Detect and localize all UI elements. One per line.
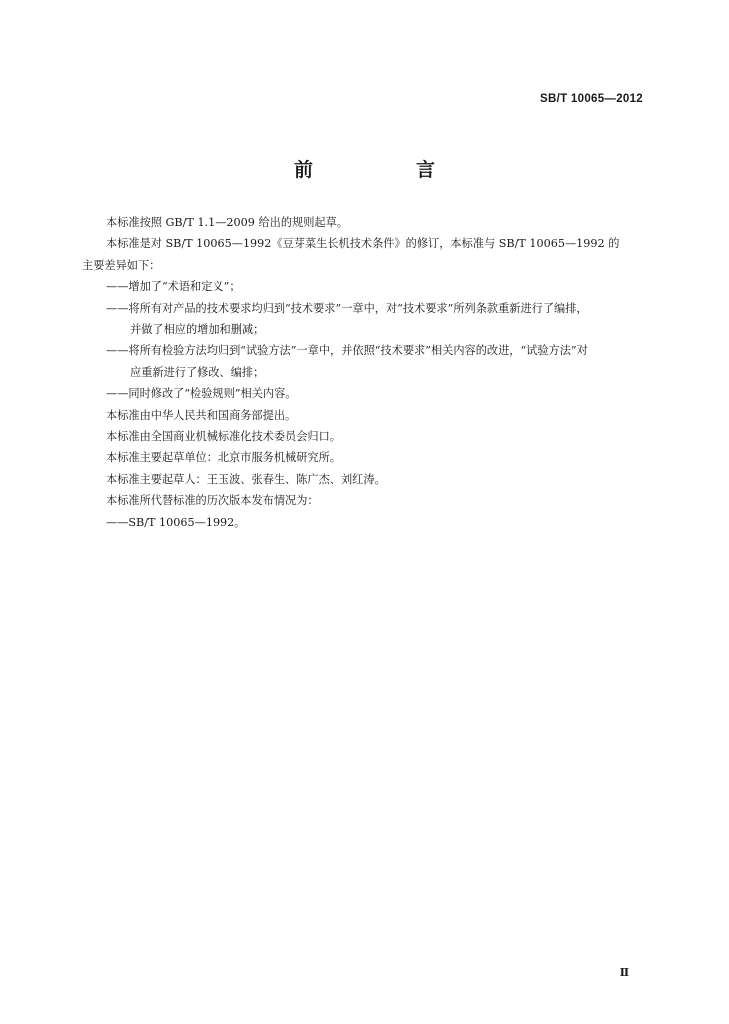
paragraph-drafting-rules: 本标准按照 GB/T 1.1—2009 给出的规则起草。 bbox=[106, 216, 348, 229]
page-title: 前 言 bbox=[293, 159, 477, 181]
page-number: Ⅱ bbox=[619, 966, 629, 979]
paragraph-revision-line1: 本标准是对 SB/T 10065—1992《豆芽菜生长机技术条件》的修订，本标准与 SB/T 10065—1992 的 bbox=[106, 237, 620, 251]
paragraph-drafting-organization: 本标准主要起草单位：北京市服务机械研究所。 bbox=[106, 451, 341, 465]
paragraph-proposed-by: 本标准由中华人民共和国商务部提出。 bbox=[106, 408, 297, 422]
list-item-technical-requirements bbox=[82, 298, 648, 341]
list-item-terms: ——增加了“术语和定义”； bbox=[106, 280, 241, 294]
paragraph-revision-line2: 主要差异如下： bbox=[82, 258, 161, 272]
list-item-technical-requirements-line2: 并做了相应的增加和删减； bbox=[130, 323, 265, 337]
list-item-test-methods-line2: 应重新进行了修改、编排； bbox=[130, 365, 265, 379]
paragraph-drafters: 本标准主要起草人：王玉波、张春生、陈广杰、刘红涛。 bbox=[106, 472, 386, 486]
list-item-technical-requirements-line1: ——将所有对产品的技术要求均归到“技术要求”一章中，对“技术要求”所列条款重新进行了编排， bbox=[106, 301, 588, 315]
list-item-test-methods-line1: ——将所有检验方法均归到“试验方法”一章中，并依照“技术要求”相关内容的改进，“试验方法”对 bbox=[106, 344, 588, 358]
list-item-test-methods bbox=[82, 340, 648, 383]
list-item-inspection-rules: ——同时修改了“检验规则”相关内容。 bbox=[106, 387, 297, 401]
list-item-previous-edition: ——SB/T 10065—1992。 bbox=[106, 515, 246, 529]
standard-code: SB/T 10065—2012 bbox=[540, 93, 643, 105]
paragraph-under-jurisdiction: 本标准由全国商业机械标准化技术委员会归口。 bbox=[106, 430, 341, 444]
foreword-body bbox=[82, 212, 648, 533]
paragraph-previous-editions: 本标准所代替标准的历次版本发布情况为： bbox=[106, 494, 319, 508]
